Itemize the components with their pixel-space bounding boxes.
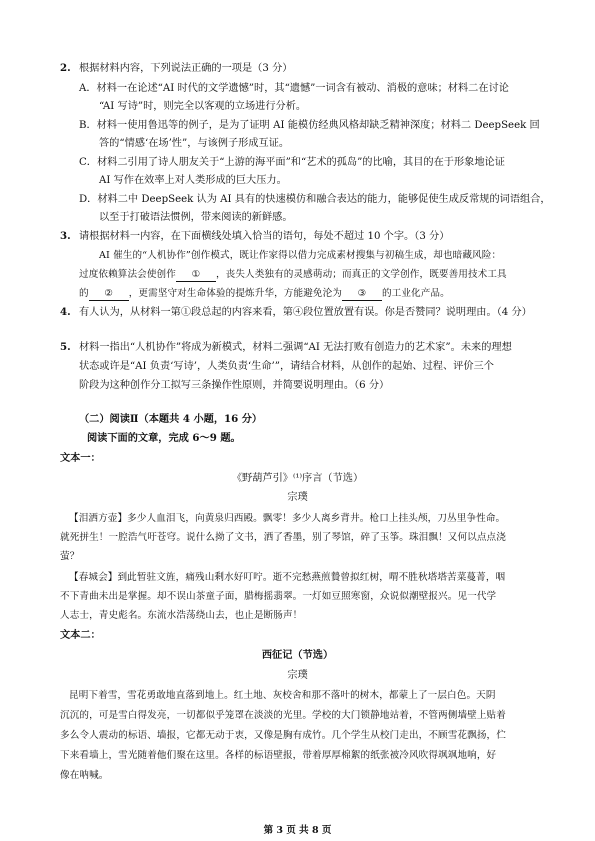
q3-passage-line3: 的 ② ，更需坚守对生命体验的提炼升华，方能避免沦为 ③ 的工业化产品。 [79, 288, 450, 299]
q2-option-c-line2: AI 写作在效率上对人类形成的巨大压力。 [99, 175, 287, 186]
q2-option-b-line1: B．材料一使用鲁迅等的例子，是为了证明 AI 能模仿经典风格却缺乏精神深度；材料二 DeepSeek 回 [79, 120, 540, 131]
page-footer: 第 3 页 共 8 页 [263, 825, 332, 836]
question-2-number: 2. [60, 62, 71, 74]
text-one-p1-line1: 【泪洒方壶】多少人血泪飞，向黄泉归西殿。飘零！多少人离乡背井。枪口上挂头颅，刀丛里争性命。 [69, 513, 506, 524]
section-header: （二）阅读Ⅱ（本题共 4 小题，16 分） [79, 413, 263, 425]
text-one-title: 《野葫芦引》⁽¹⁾序言（节选） [231, 473, 364, 484]
blank-2[interactable]: ② [89, 287, 129, 301]
question-2-stem: 根据材料内容，下列说法正确的一项是（3 分） [79, 63, 293, 74]
q3-passage-line2: 过度依赖算法会使创作 ① ，丧失人类独有的灵感萌动；而真正的文学创作，既要善用技术工具 [79, 269, 507, 280]
question-3-stem: 请根据材料一内容，在下面横线处填入恰当的语句，每处不超过 10 个字。（3 分） [79, 231, 450, 242]
blank-3[interactable]: ③ [342, 287, 382, 301]
text-two-author: 宗璞 [287, 670, 308, 681]
text-one-p2-line3: 人志士，青史彪名。东流水浩荡绕山去，也止是断肠声！ [60, 610, 303, 621]
q2-option-c-line1: C．材料二引用了诗人朋友关于“上游的海平面”和“艺术的孤岛”的比喻，其目的在于形象地论证 [79, 157, 505, 168]
q2-option-a-line1: A．材料一在论述“AI 时代的文学遗憾”时，其“遗憾”一词含有被动、消极的意味；材料二在讨论 [79, 83, 509, 94]
text-one-p1-line2: 就死拼生！一腔浩气吁苍穹。说什么拗了文书，洒了香墨，别了琴馆，碎了玉筝。珠泪飘！又何以点点浇 [60, 532, 506, 543]
section-instruction: 阅读下面的文章，完成 6～9 题。 [87, 432, 241, 444]
question-4-number: 4. [60, 306, 71, 318]
q2-option-d-line1: D．材料二中 DeepSeek 认为 AI 具有的快速模仿和融合表达的能力，能够促使生成反常规的词语组合， [79, 194, 551, 205]
text-two-p1-line4: 下来看墙上，雪光随着他们聚在这里。各样的标语壁报，带着厚厚棉絮的纸张被冷风吹得飒飒地响，好 [60, 750, 497, 761]
blank-1[interactable]: ① [176, 268, 216, 282]
text-one-p2-line2: 不下青曲未出是掌握。却不误山茶童子面，腊梅摇翡翠。一灯如豆照寒窗，众说似潮壁报兴。见一代学 [60, 591, 497, 602]
text-two-title: 西征记（节选） [261, 649, 334, 661]
text-one-p1-line3: 萤？ [60, 551, 80, 562]
q3-passage-line1: AI 催生的“人机协作”创作模式，既让作家得以借力完成素材搜集与初稿生成，却也暗藏风险： [99, 250, 502, 261]
q2-option-d-line2: 以至于打破语法惯例，带来阅读的新鲜感。 [99, 212, 293, 223]
text-two-p1-line5: 像在呐喊。 [60, 770, 109, 781]
question-5-line3: 阶段为这种创作分工拟写三条操作性原则，并简要说明理由。（6 分） [79, 380, 390, 391]
question-5-line2: 状态或许是“AI 负责‘写诗’，人类负责‘生命’”，请结合材料，从创作的起始、过程、评价三个 [79, 361, 494, 372]
text-two-p1-line2: 沉沉的，可是雪白得发亮，一切都似乎笼罩在淡淡的光里。学校的大门锁静地站着，不管两侧墙壁上贴着 [60, 710, 506, 721]
question-5-number: 5. [60, 341, 71, 353]
question-5-line1: 材料一指出“人机协作”将成为新模式，材料二强调“AI 无法打败有创造力的艺术家”。未来的理想 [79, 342, 512, 353]
text-two-label: 文本二： [60, 629, 101, 641]
question-3-number: 3. [60, 230, 71, 242]
text-one-p2-line1: 【春城会】到此暂驻文旌，痛残山剩水好叮咛。逝不完愁燕煎贄曾拟红树，喟不胜秋塔塔苦菜蔓菁，咽 [69, 572, 506, 583]
text-one-label: 文本一： [60, 452, 101, 464]
question-4-stem: 有人认为，从材料一第①段总起的内容来看，第④段位置放置有误。你是否赞同？说明理由。（4 分） [79, 307, 532, 318]
text-two-p1-line3: 多么令人震动的标语、墙报，它都无动于衷，又像是胸有成竹。几个学生从校门走出，不顾雪花飘扬，伫 [60, 730, 506, 741]
q2-option-b-line2: 答的“情感‘在场’性”，与该例子形成互证。 [99, 138, 290, 149]
text-one-author: 宗璞 [287, 492, 308, 503]
text-two-p1-line1: 昆明下着雪，雪花勇敢地直落到地上。红土地、灰校舍和那不落叶的树木，都蒙上了一层白色。天阴 [69, 690, 496, 701]
q2-option-a-line2: “AI 写诗”时，则完全以客观的立场进行分析。 [99, 101, 307, 112]
